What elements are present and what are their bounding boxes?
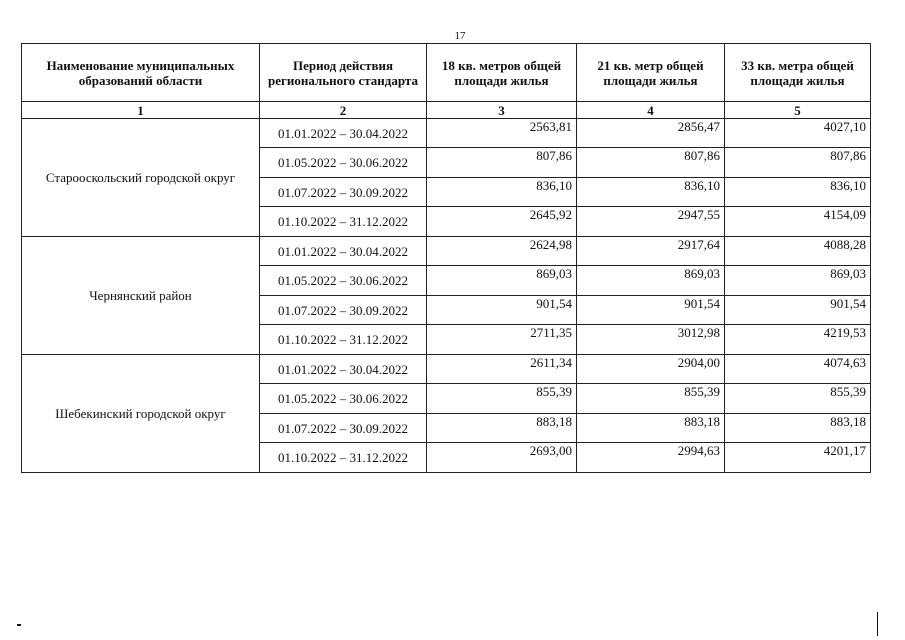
value-33-cell: 807,86 — [725, 148, 871, 178]
regional-standard-table — [21, 43, 871, 473]
period-cell: 01.01.2022 – 30.04.2022 — [260, 355, 427, 384]
value-18-cell: 2624,98 — [427, 237, 577, 266]
value-18-cell: 2693,00 — [427, 443, 577, 473]
value-33-cell: 4201,17 — [725, 443, 871, 473]
period-cell: 01.10.2022 – 31.12.2022 — [260, 443, 427, 473]
value-18-cell: 2711,35 — [427, 325, 577, 355]
value-21-cell: 855,39 — [577, 384, 725, 414]
column-number: 2 — [260, 102, 427, 119]
period-cell: 01.10.2022 – 31.12.2022 — [260, 207, 427, 237]
period-cell: 01.01.2022 – 30.04.2022 — [260, 119, 427, 148]
column-number: 3 — [427, 102, 577, 119]
period-cell: 01.05.2022 – 30.06.2022 — [260, 148, 427, 178]
value-21-cell: 807,86 — [577, 148, 725, 178]
municipality-name: Старооскольский городской округ — [22, 119, 260, 237]
value-21-cell: 869,03 — [577, 266, 725, 296]
period-cell: 01.01.2022 – 30.04.2022 — [260, 237, 427, 266]
value-21-cell: 2904,00 — [577, 355, 725, 384]
municipality-name: Чернянский район — [22, 237, 260, 355]
value-33-cell: 883,18 — [725, 414, 871, 443]
scan-edge-line — [877, 612, 878, 636]
table-row — [22, 119, 871, 148]
header-21-sqm: 21 кв. метр общей площади жилья — [577, 44, 725, 102]
period-cell: 01.07.2022 – 30.09.2022 — [260, 414, 427, 443]
value-18-cell: 807,86 — [427, 148, 577, 178]
header-row — [22, 44, 871, 102]
column-number: 5 — [725, 102, 871, 119]
value-21-cell: 3012,98 — [577, 325, 725, 355]
period-cell: 01.05.2022 – 30.06.2022 — [260, 384, 427, 414]
header-18-sqm: 18 кв. метров общей площади жилья — [427, 44, 577, 102]
table-row — [22, 355, 871, 384]
value-33-cell: 4027,10 — [725, 119, 871, 148]
value-18-cell: 836,10 — [427, 178, 577, 207]
value-33-cell: 4074,63 — [725, 355, 871, 384]
table-row — [22, 237, 871, 266]
value-33-cell: 836,10 — [725, 178, 871, 207]
value-18-cell: 2611,34 — [427, 355, 577, 384]
value-18-cell: 869,03 — [427, 266, 577, 296]
period-cell: 01.10.2022 – 31.12.2022 — [260, 325, 427, 355]
header-period: Период действия регионального стандарта — [260, 44, 427, 102]
municipality-name: Шебекинский городской округ — [22, 355, 260, 473]
value-18-cell: 2645,92 — [427, 207, 577, 237]
value-18-cell: 883,18 — [427, 414, 577, 443]
value-21-cell: 901,54 — [577, 296, 725, 325]
column-number: 4 — [577, 102, 725, 119]
value-18-cell: 901,54 — [427, 296, 577, 325]
value-33-cell: 855,39 — [725, 384, 871, 414]
period-cell: 01.07.2022 – 30.09.2022 — [260, 178, 427, 207]
value-21-cell: 2947,55 — [577, 207, 725, 237]
value-21-cell: 883,18 — [577, 414, 725, 443]
header-municipality: Наименование муниципальных образований области — [22, 44, 260, 102]
value-18-cell: 2563,81 — [427, 119, 577, 148]
value-21-cell: 2917,64 — [577, 237, 725, 266]
period-cell: 01.07.2022 – 30.09.2022 — [260, 296, 427, 325]
value-33-cell: 901,54 — [725, 296, 871, 325]
value-33-cell: 4154,09 — [725, 207, 871, 237]
value-33-cell: 4219,53 — [725, 325, 871, 355]
value-21-cell: 2994,63 — [577, 443, 725, 473]
value-21-cell: 836,10 — [577, 178, 725, 207]
value-18-cell: 855,39 — [427, 384, 577, 414]
period-cell: 01.05.2022 – 30.06.2022 — [260, 266, 427, 296]
value-33-cell: 869,03 — [725, 266, 871, 296]
column-number: 1 — [22, 102, 260, 119]
scan-speck — [17, 624, 21, 626]
value-33-cell: 4088,28 — [725, 237, 871, 266]
value-21-cell: 2856,47 — [577, 119, 725, 148]
column-number-row — [22, 102, 871, 119]
header-33-sqm: 33 кв. метра общей площади жилья — [725, 44, 871, 102]
page-number: 17 — [454, 30, 466, 42]
